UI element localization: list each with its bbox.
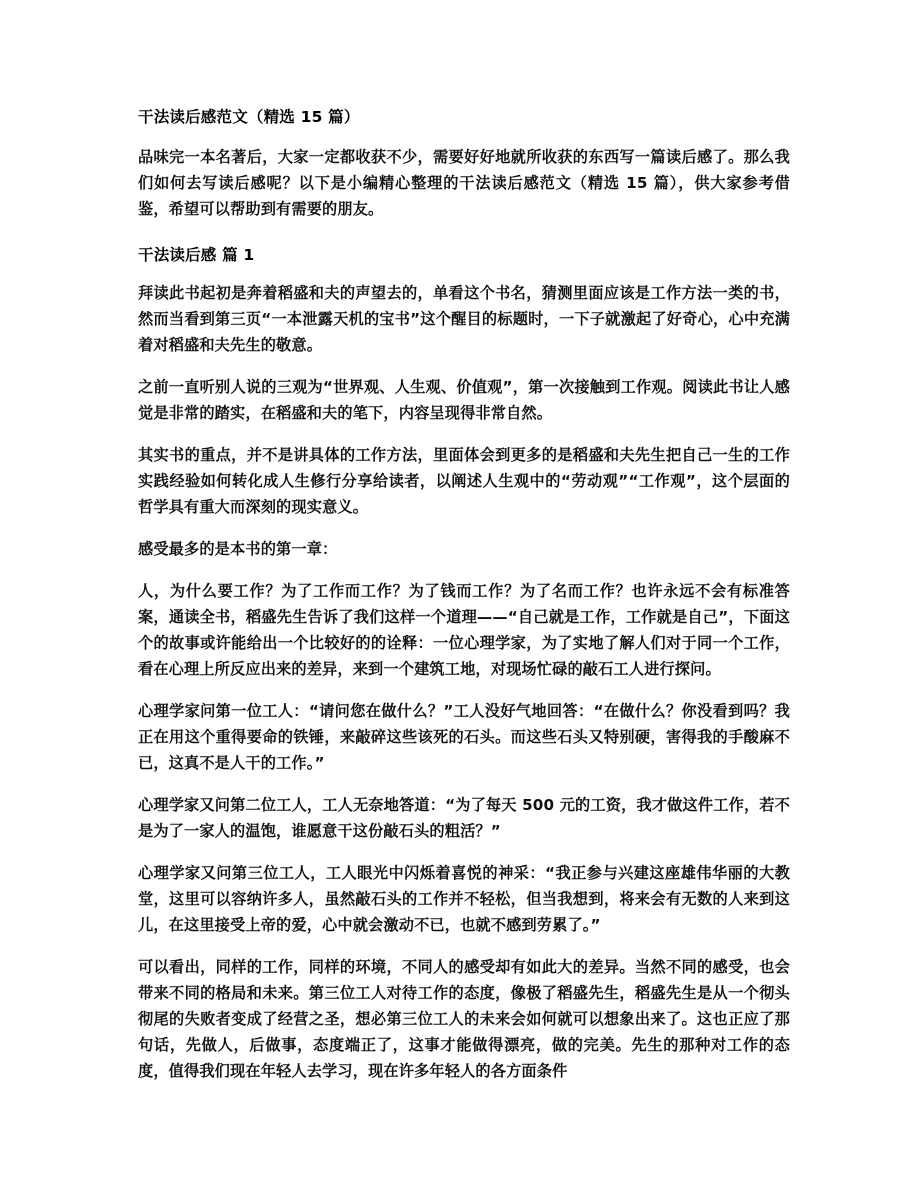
body-paragraph: 心理学家又问第三位工人，工人眼光中闪烁着喜悦的神采：“我正参与兴建这座雄伟华丽的大教堂，这里可以容纳许多人，虽然敲石头的工作并不轻松，但当我想到，将来会有无数的人来到这儿，在这里接受上帝的爱，心中就会激动不已，也就不感到劳累了。”: [138, 864, 790, 934]
intro-paragraph: 品味完一本名著后，大家一定都收获不少，需要好好地就所收获的东西写一篇读后感了。那么我们如何去写读后感呢？以下是小编精心整理的干法读后感范文（精选 15 篇），供大家参考借鉴，希望可以帮助到有需要的朋友。: [138, 148, 790, 218]
body-paragraph: 心理学家又问第二位工人，工人无奈地答道：“为了每天 500 元的工资，我才做这件工作，若不是为了一家人的温饱，谁愿意干这份敲石头的粗活？”: [138, 796, 790, 840]
body-paragraph: 可以看出，同样的工作，同样的环境，不同人的感受却有如此大的差异。当然不同的感受，也会带来不同的格局和未来。第三位工人对待工作的态度，像极了稻盛先生，稻盛先生是从一个彻头彻尾的失败者变成了经营之圣，想必第三位工人的未来会如何就可以想象出来了。这也正应了那句话，先做人，后做事，态度端正了，这事才能做得漂亮，做的完美。先生的那种对工作的态度，值得我们现在年轻人去学习，现在许多年轻人的各方面条件: [138, 958, 790, 1080]
body-paragraph: 之前一直听别人说的三观为“世界观、人生观、价值观”，第一次接触到工作观。阅读此书让人感觉是非常的踏实，在稻盛和夫的笔下，内容呈现得非常自然。: [138, 378, 790, 422]
body-paragraph: 感受最多的是本书的第一章：: [138, 540, 338, 558]
body-paragraph: 人，为什么要工作？为了工作而工作？为了钱而工作？为了名而工作？也许永远不会有标准答案，通读全书，稻盛先生告诉了我们这样一个道理——“自己就是工作，工作就是自己”，下面这个的故事或许能给出一个比较好的的诠释：一位心理学家，为了实地了解人们对于同一个工作，看在心理上所反应出来的差异，来到一个建筑工地，对现场忙碌的敲石工人进行探问。: [138, 582, 790, 678]
document-body: [138, 144, 790, 1084]
page-title: 干法读后感范文（精选 15 篇）: [138, 108, 360, 126]
body-paragraph: 心理学家问第一位工人：“请问您在做什么？”工人没好气地回答：“在做什么？你没看到吗？我正在用这个重得要命的铁锤，来敲碎这些该死的石头。而这些石头又特别硬，害得我的手酸麻不已，这真不是人干的工作。”: [138, 702, 790, 772]
body-paragraph: 拜读此书起初是奔着稻盛和夫的声望去的，单看这个书名，猜测里面应该是工作方法一类的书，然而当看到第三页“一本泄露天机的宝书”这个醒目的标题时，一下子就激起了好奇心，心中充满着对稻盛和夫先生的敬意。: [138, 284, 790, 354]
section-heading-1: 干法读后感 篇 1: [138, 246, 255, 264]
body-paragraph: 其实书的重点，并不是讲具体的工作方法，里面体会到更多的是稻盛和夫先生把自己一生的工作实践经验如何转化成人生修行分享给读者，以阐述人生观中的“劳动观”“工作观”，这个层面的哲学具有重大而深刻的现实意义。: [138, 446, 790, 516]
